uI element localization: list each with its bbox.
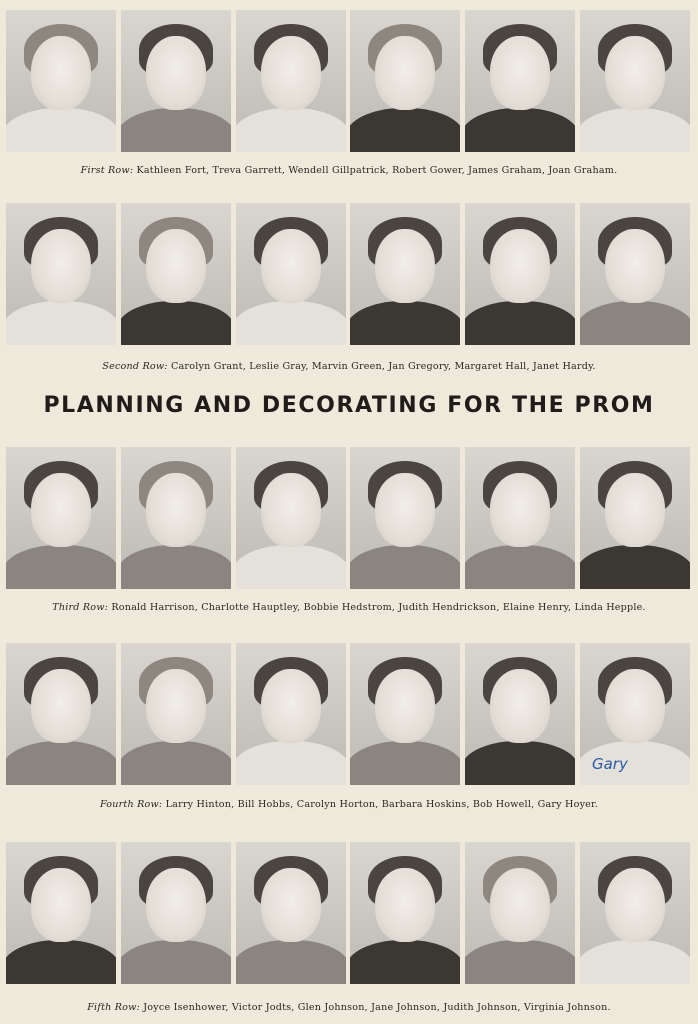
row-caption-2 bbox=[0, 361, 698, 372]
row-label: Fifth Row: bbox=[87, 1002, 140, 1013]
row-names: Kathleen Fort, Treva Garrett, Wendell Gillpatrick, Robert Gower, James Graham, Joan Graham. bbox=[136, 165, 618, 176]
photo-row-3 bbox=[6, 447, 690, 589]
row-label: Third Row: bbox=[52, 602, 109, 613]
photo-row-5 bbox=[6, 842, 690, 984]
portrait-photo bbox=[350, 447, 460, 589]
portrait-photo bbox=[6, 10, 116, 152]
portrait-photo bbox=[236, 842, 346, 984]
portrait-photo bbox=[236, 203, 346, 345]
portrait-photo bbox=[580, 203, 690, 345]
portrait-photo bbox=[236, 643, 346, 785]
row-names: Larry Hinton, Bill Hobbs, Carolyn Horton, Barbara Hoskins, Bob Howell, Gary Hoyer. bbox=[165, 799, 599, 810]
portrait-photo bbox=[6, 447, 116, 589]
photo-row-4 bbox=[6, 643, 690, 785]
portrait-photo bbox=[465, 643, 575, 785]
row-names: Ronald Harrison, Charlotte Hauptley, Bobbie Hedstrom, Judith Hendrickson, Elaine Henry, Linda Hepple. bbox=[111, 602, 646, 613]
row-label: Fourth Row: bbox=[99, 799, 163, 810]
row-names: Carolyn Grant, Leslie Gray, Marvin Green, Jan Gregory, Margaret Hall, Janet Hardy. bbox=[170, 361, 596, 372]
row-label: Second Row: bbox=[102, 361, 168, 372]
row-caption-5 bbox=[0, 1002, 698, 1013]
portrait-photo bbox=[465, 447, 575, 589]
portrait-photo bbox=[465, 10, 575, 152]
portrait-photo bbox=[580, 842, 690, 984]
portrait-photo bbox=[580, 643, 690, 785]
portrait-photo bbox=[580, 10, 690, 152]
portrait-photo bbox=[350, 10, 460, 152]
portrait-photo bbox=[580, 447, 690, 589]
photo-row-1 bbox=[6, 10, 690, 152]
portrait-photo bbox=[465, 203, 575, 345]
photo-row-2 bbox=[6, 203, 690, 345]
row-names: Joyce Isenhower, Victor Jodts, Glen Johnson, Jane Johnson, Judith Johnson, Virginia Johnson. bbox=[143, 1002, 611, 1013]
row-caption-3 bbox=[0, 602, 698, 613]
portrait-photo bbox=[350, 203, 460, 345]
portrait-photo bbox=[121, 842, 231, 984]
portrait-photo bbox=[121, 203, 231, 345]
portrait-photo bbox=[6, 203, 116, 345]
handwritten-signature: Gary bbox=[591, 755, 628, 773]
portrait-photo bbox=[121, 447, 231, 589]
portrait-photo bbox=[236, 447, 346, 589]
portrait-photo bbox=[6, 842, 116, 984]
portrait-photo bbox=[121, 10, 231, 152]
portrait-photo bbox=[350, 643, 460, 785]
row-label: First Row: bbox=[80, 165, 134, 176]
row-caption-4 bbox=[0, 799, 698, 810]
portrait-photo bbox=[465, 842, 575, 984]
page-headline: PLANNING AND DECORATING FOR THE PROM bbox=[43, 393, 655, 418]
portrait-photo bbox=[121, 643, 231, 785]
row-caption-1 bbox=[0, 165, 698, 176]
portrait-photo bbox=[6, 643, 116, 785]
portrait-photo bbox=[350, 842, 460, 984]
portrait-photo bbox=[236, 10, 346, 152]
